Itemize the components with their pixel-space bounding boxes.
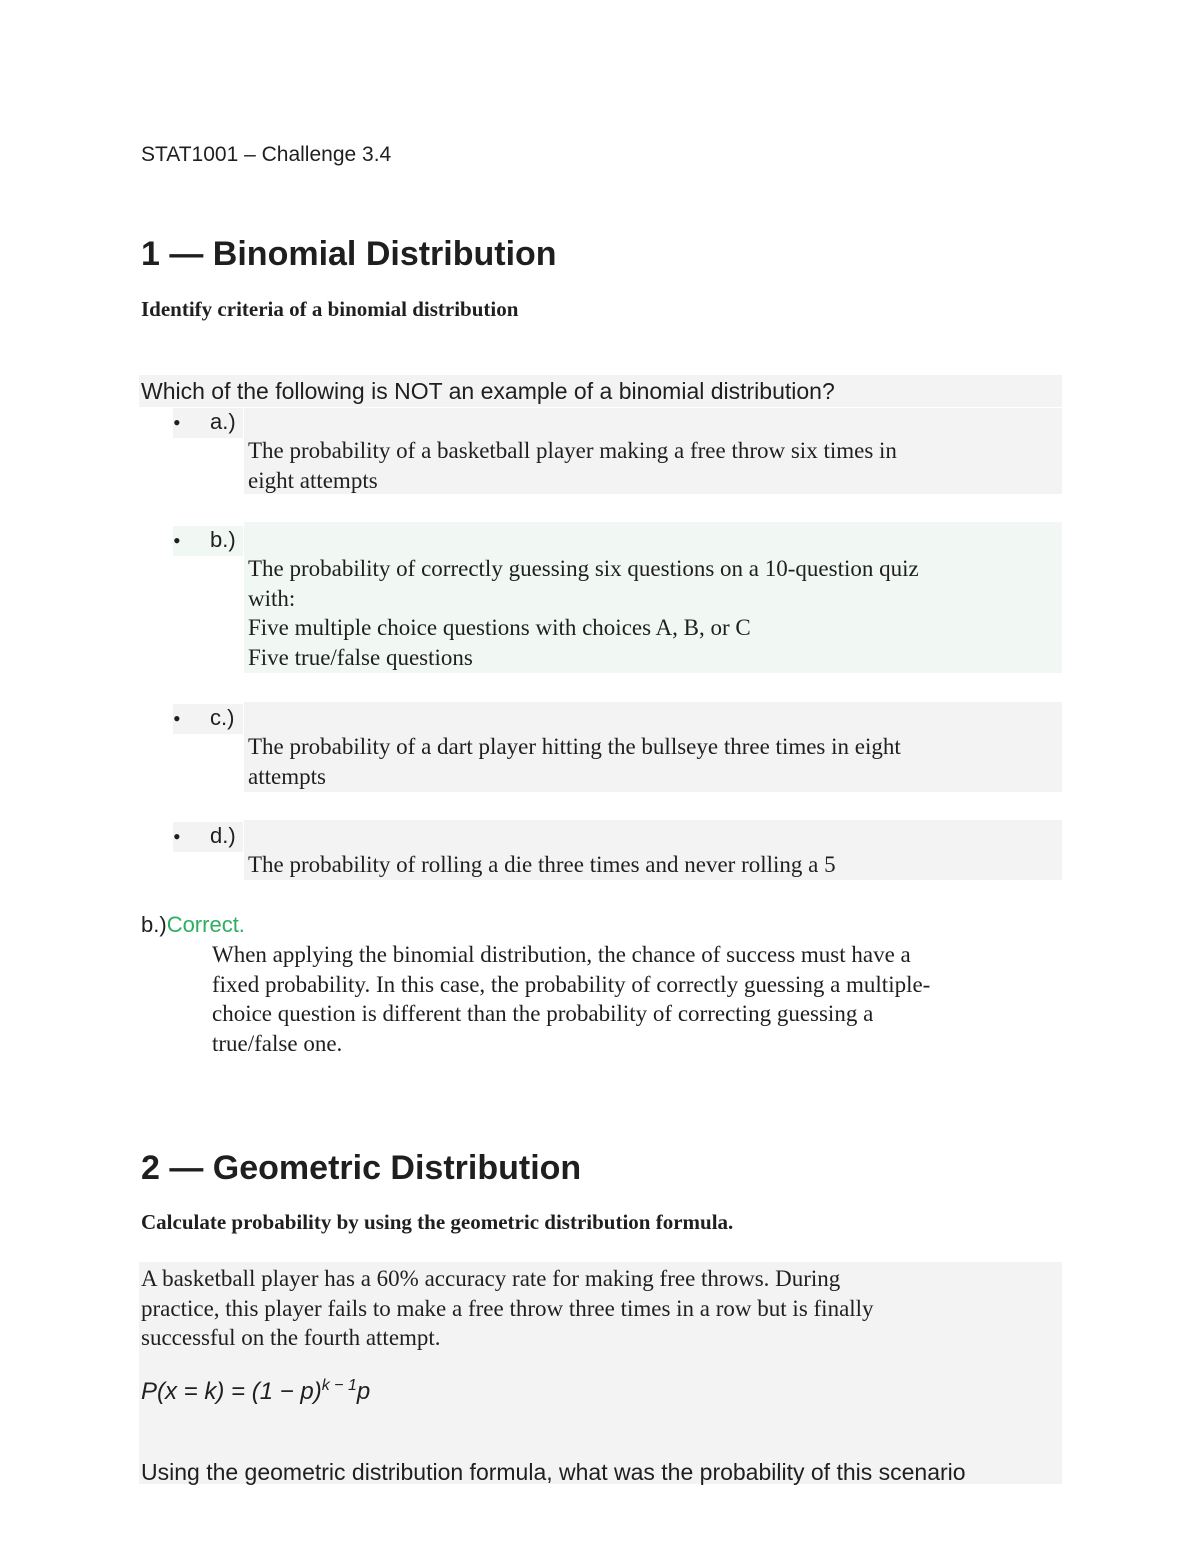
section-heading: 2 — Geometric Distribution: [141, 1149, 582, 1187]
option-line: with:: [248, 585, 296, 611]
option-line: The probability of correctly guessing six questions on a 10-question quiz: [248, 556, 919, 581]
option-label: c.): [210, 705, 235, 730]
scenario-line: A basketball player has a 60% accuracy rate for making free throws. During: [141, 1266, 841, 1291]
question-prompt: Using the geometric distribution formula, what was the probability of this scenario: [141, 1459, 966, 1485]
option-label: d.): [210, 823, 236, 848]
answer-line: [141, 911, 245, 939]
explanation-line: fixed probability. In this case, the probability of correctly guessing a multiple-: [212, 971, 931, 997]
option-line: The probability of rolling a die three times and never rolling a 5: [248, 852, 836, 877]
option-label: b.): [210, 527, 236, 552]
correct-status: Correct.: [166, 912, 245, 937]
formula-lhs: P(x = k) = (1 − p): [141, 1378, 322, 1405]
bullet-icon: •: [173, 410, 181, 435]
option-text: [248, 732, 1048, 791]
question-text: Which of the following is NOT an example of a binomial distribution?: [141, 378, 835, 404]
geometric-formula: [141, 1377, 370, 1406]
option-line: The probability of a dart player hitting the bullseye three times in eight: [248, 734, 901, 759]
bullet-icon: •: [173, 824, 181, 849]
option-label: a.): [210, 409, 236, 434]
option-line: Five true/false questions: [248, 645, 473, 671]
option-text: [248, 554, 1048, 673]
section-subtitle: Calculate probability by using the geometric distribution formula.: [141, 1210, 734, 1234]
option-text: [248, 436, 1048, 495]
scenario-line: successful on the fourth attempt.: [141, 1325, 441, 1351]
option-text: [248, 850, 1048, 880]
scenario-line: practice, this player fails to make a free throw three times in a row but is finally: [141, 1295, 874, 1321]
answer-explanation: [212, 940, 1062, 1059]
option-line: The probability of a basketball player making a free throw six times in: [248, 438, 897, 463]
scenario-text: [141, 1264, 1041, 1353]
formula-tail: p: [356, 1378, 371, 1405]
document-title: STAT1001 – Challenge 3.4: [141, 143, 392, 166]
explanation-line: true/false one.: [212, 1031, 343, 1057]
explanation-line: When applying the binomial distribution, the chance of success must have a: [212, 942, 911, 967]
section-heading: 1 — Binomial Distribution: [141, 235, 557, 273]
bullet-icon: •: [173, 528, 181, 553]
explanation-line: choice question is different than the probability of correcting guessing a: [212, 1001, 874, 1027]
option-line: attempts: [248, 763, 326, 789]
formula-exponent: k − 1: [321, 1377, 357, 1394]
option-line: eight attempts: [248, 467, 378, 493]
section-subtitle: Identify criteria of a binomial distribution: [141, 297, 519, 321]
bullet-icon: •: [173, 706, 181, 731]
option-line: Five multiple choice questions with choices A, B, or C: [248, 615, 751, 641]
answer-choice: b.): [141, 912, 167, 937]
